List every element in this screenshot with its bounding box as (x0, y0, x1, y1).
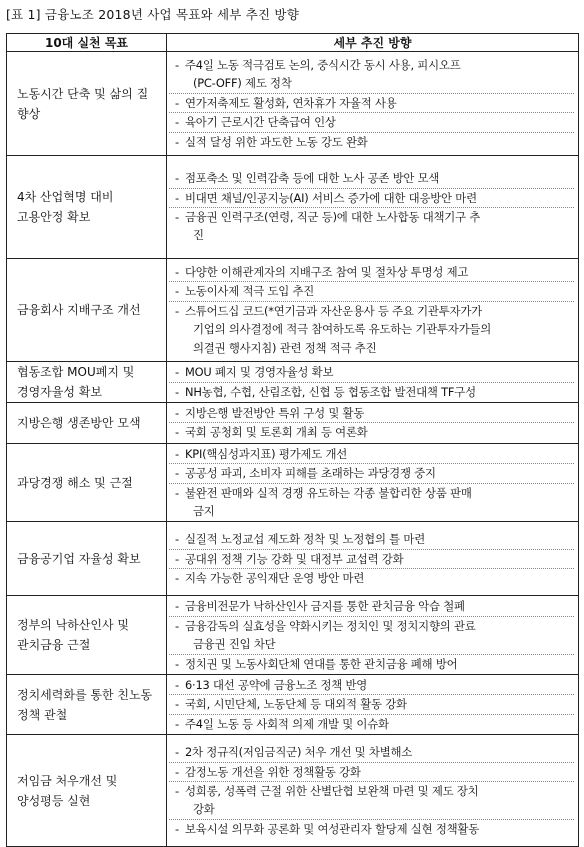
detail-item (169, 445, 574, 463)
goal-cell: 협동조합 MOU폐지 및 경영자율성 확보 (7, 362, 167, 403)
detail-item-continuation (169, 635, 574, 653)
detail-text: 다양한 이해관계자의 지배구조 참여 및 절차상 투명성 제고 (185, 264, 469, 279)
table-row (7, 403, 579, 444)
table-row (7, 259, 579, 362)
detail-item (169, 549, 574, 568)
detail-text: KPI(핵심성과지표) 평가제도 개선 (185, 446, 348, 461)
table-row (7, 362, 579, 403)
detail-item (169, 530, 574, 548)
detail-text: 육아기 근로시간 단축급여 인상 (185, 115, 336, 130)
detail-text: 지속 가능한 공익재단 운영 방안 마련 (185, 571, 365, 586)
detail-text: 실적 달성 위한 과도한 노동 강도 완화 (185, 134, 368, 149)
detail-text: 금지 (193, 504, 215, 519)
detail-item-continuation (169, 339, 574, 357)
bullet-marker: - (175, 485, 179, 500)
detail-item (169, 382, 574, 401)
details-cell (167, 522, 579, 596)
details-cell (167, 52, 579, 156)
business-plan-table (6, 33, 579, 847)
bullet-marker: - (175, 134, 179, 149)
table-row (7, 443, 579, 522)
details-cell (167, 443, 579, 522)
table-row (7, 596, 579, 675)
detail-item-continuation (169, 320, 574, 338)
bullet-marker: - (175, 384, 179, 399)
detail-item (169, 56, 574, 74)
detail-text: 금융권 진입 차단 (193, 637, 276, 652)
bullet-marker: - (175, 190, 179, 205)
goal-cell: 금융공기업 자율성 확보 (7, 522, 167, 596)
detail-item (169, 597, 574, 615)
bullet-marker: - (175, 264, 179, 279)
table-row (7, 156, 579, 259)
goal-cell: 지방은행 생존방안 모색 (7, 403, 167, 444)
detail-text: MOU 폐지 및 경영자율성 확보 (185, 365, 334, 380)
goal-cell: 금융회사 지배구조 개선 (7, 259, 167, 362)
goal-cell: 저임금 처우개선 및 양성평등 실현 (7, 735, 167, 847)
detail-item (169, 819, 574, 838)
detail-text: NH농협, 수협, 산림조합, 신협 등 협동조합 발전대책 TF구성 (185, 384, 476, 399)
detail-text: 공공성 파괴, 소비자 피해를 초래하는 과당경쟁 중지 (185, 466, 436, 481)
detail-item (169, 188, 574, 207)
detail-text: 주4일 노동 등 사회적 의제 개발 및 이슈화 (185, 716, 389, 731)
detail-item (169, 112, 574, 131)
bullet-marker: - (175, 764, 179, 779)
bullet-marker: - (175, 745, 179, 760)
detail-item (169, 483, 574, 502)
bullet-marker: - (175, 284, 179, 299)
detail-text: 점포축소 및 인력감축 등에 대한 노사 공존 방안 모색 (185, 171, 440, 186)
detail-item-continuation (169, 226, 574, 244)
detail-text: 기업의 의사결정에 적극 참여하도록 유도하는 기관투자가들의 (193, 322, 491, 337)
goal-cell: 노동시간 단축 및 삶의 질 향상 (7, 52, 167, 156)
details-cell (167, 259, 579, 362)
bullet-marker: - (175, 466, 179, 481)
detail-text: 노동이사제 적극 도입 추진 (185, 284, 315, 299)
detail-text: 국회 공청회 및 토론회 개최 등 여론화 (185, 425, 368, 440)
goal-cell: 4차 산업혁명 대비 고용안정 확보 (7, 156, 167, 259)
table-header-row (7, 34, 579, 52)
details-cell (167, 735, 579, 847)
detail-text: 금융감독의 실효성을 약화시키는 정치인 및 정치지향의 관료 (185, 618, 476, 633)
detail-text: 공대위 정책 기능 강화 및 대정부 교섭력 강화 (185, 551, 404, 566)
bullet-marker: - (175, 406, 179, 420)
bullet-marker: - (175, 656, 179, 671)
detail-text: 주4일 노동 적극검토 논의, 중식시간 동시 사용, 피시오프 (185, 57, 461, 72)
detail-item (169, 568, 574, 587)
table-row (7, 52, 579, 156)
detail-item-continuation (169, 74, 574, 92)
detail-item (169, 404, 574, 422)
detail-text: 성희롱, 성폭력 근절 위한 산별단협 보완책 마련 및 제도 장치 (185, 784, 479, 799)
header-goal: 10대 실천 목표 (7, 34, 167, 52)
detail-item (169, 616, 574, 635)
details-cell (167, 362, 579, 403)
detail-item (169, 714, 574, 733)
bullet-marker: - (175, 678, 179, 693)
bullet-marker: - (175, 571, 179, 586)
details-cell (167, 675, 579, 735)
detail-item (169, 132, 574, 151)
detail-text: 금융권 인력구조(연령, 직군 등)에 대한 노사합동 대책기구 추 (185, 210, 481, 224)
bullet-marker: - (175, 425, 179, 440)
detail-item (169, 762, 574, 781)
bullet-marker: - (175, 95, 179, 110)
table-row (7, 735, 579, 847)
table-row (7, 522, 579, 596)
table-body (7, 52, 579, 847)
bullet-marker: - (175, 115, 179, 130)
detail-text: 의결권 행사지침) 관련 정책 적극 추진 (193, 340, 377, 355)
detail-text: 금융비전문가 낙하산인사 금지를 통한 관치금융 악습 철폐 (185, 599, 465, 614)
bullet-marker: - (175, 210, 179, 224)
details-cell (167, 156, 579, 259)
detail-item (169, 743, 574, 761)
bullet-marker: - (175, 171, 179, 186)
detail-item (169, 263, 574, 281)
bullet-marker: - (175, 599, 179, 614)
bullet-marker: - (175, 821, 179, 836)
bullet-marker: - (175, 784, 179, 799)
bullet-marker: - (175, 697, 179, 712)
detail-text: (PC-OFF) 제도 정착 (193, 76, 292, 91)
table-row (7, 675, 579, 735)
bullet-marker: - (175, 303, 179, 318)
bullet-marker: - (175, 446, 179, 461)
detail-text: 연가저축제도 활성화, 연차휴가 자율적 사용 (185, 95, 397, 110)
detail-text: 비대면 채널/인공지능(AI) 서비스 증가에 대한 대응방안 마련 (185, 190, 477, 205)
detail-item (169, 694, 574, 713)
bullet-marker: - (175, 716, 179, 731)
detail-item (169, 422, 574, 441)
table-caption: [표 1] 금융노조 2018년 사업 목표와 세부 추진 방향 (6, 7, 299, 22)
detail-item (169, 463, 574, 482)
detail-item (169, 93, 574, 112)
detail-text: 2차 정규직(저임금직군) 처우 개선 및 차별해소 (185, 745, 413, 760)
header-details: 세부 추진 방향 (167, 34, 579, 52)
detail-item (169, 301, 574, 320)
detail-item (169, 207, 574, 226)
detail-text: 보육시설 의무화 공론화 및 여성관리자 할당제 실현 정책활동 (185, 821, 480, 836)
bullet-marker: - (175, 551, 179, 566)
detail-text: 불완전 판매와 실적 경쟁 유도하는 각종 불합리한 상품 판매 (185, 485, 472, 500)
detail-text: 6·13 대선 공약에 금융노조 정책 반영 (185, 678, 368, 693)
details-cell (167, 403, 579, 444)
bullet-marker: - (175, 57, 179, 72)
goal-cell: 정부의 낙하산인사 및 관치금융 근절 (7, 596, 167, 675)
detail-text: 진 (193, 228, 204, 243)
detail-item (169, 363, 574, 381)
detail-text: 실질적 노정교섭 제도화 정착 및 노정협의 틀 마련 (185, 532, 426, 547)
bullet-marker: - (175, 532, 179, 547)
detail-item (169, 281, 574, 300)
detail-text: 지방은행 발전방안 특위 구성 및 활동 (185, 406, 365, 420)
detail-item (169, 654, 574, 673)
detail-text: 국회, 시민단체, 노동단체 등 대외적 활동 강화 (185, 697, 407, 712)
detail-item (169, 781, 574, 800)
detail-item (169, 169, 574, 187)
bullet-marker: - (175, 618, 179, 633)
detail-item (169, 676, 574, 694)
detail-text: 정치권 및 노동사회단체 연대를 통한 관치금융 폐해 방어 (185, 656, 458, 671)
detail-text: 감정노동 개선을 위한 정책활동 강화 (185, 764, 361, 779)
detail-text: 강화 (193, 802, 215, 817)
bullet-marker: - (175, 365, 179, 380)
goal-cell: 정치세력화를 통한 친노동 정책 관철 (7, 675, 167, 735)
detail-text: 스튜어드십 코드(*연기금과 자산운용사 등 주요 기관투자가가 (185, 303, 482, 318)
details-cell (167, 596, 579, 675)
detail-item-continuation (169, 502, 574, 520)
goal-cell: 과당경쟁 해소 및 근절 (7, 443, 167, 522)
